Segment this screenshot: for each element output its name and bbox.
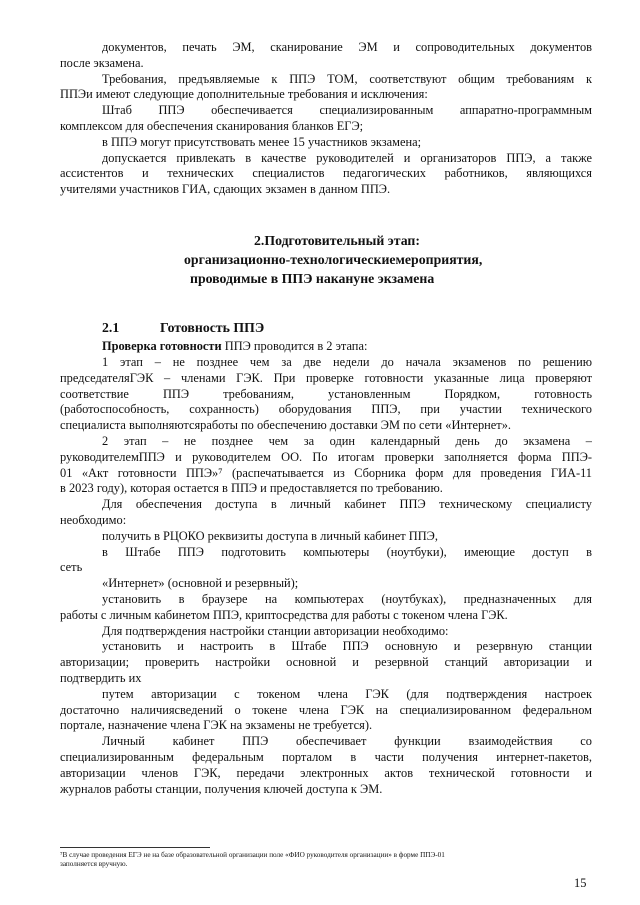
text-line: достаточно наличиясведений о токене члена ГЭК на специализированном федеральном — [60, 702, 592, 717]
text-line: учителями участников ГИА, сдающих экзамен в данном ППЭ. — [60, 182, 391, 197]
text-line: установить в браузере на компьютерах (ноутбуках), предназначенных для — [102, 591, 592, 606]
text-line: документов, печать ЭМ, сканирование ЭМ и сопроводительных документов — [102, 40, 592, 54]
text-line: Для подтверждения настройки станции авторизации необходимо: — [102, 623, 449, 638]
text-line: 2 этап – не позднее чем за один календарный день до экзамена – — [102, 433, 592, 448]
section-2-1-number: 2.1 — [102, 320, 120, 335]
page-number: 15 — [574, 876, 587, 890]
footnote-line: заполняется вручную. — [60, 860, 128, 868]
text-line: сеть — [60, 560, 83, 575]
text-line: подтвердить их — [60, 670, 142, 685]
text-line: Для обеспечения доступа в личный кабинет ППЭ техническому специалисту — [102, 497, 592, 512]
section-2-heading-line3: проводимые в ППЭ накануне экзамена — [190, 271, 435, 286]
text-line: работы с личным кабинетом ППЭ, криптосредства для работы с токеном члена ГЭК. — [60, 607, 508, 622]
section-2-heading-line1: 2.Подготовительный этап: — [254, 233, 420, 248]
check-lead-paragraph — [60, 339, 592, 355]
text-line: соответствие ППЭ требованиям, установленным Порядком, готовность — [60, 386, 592, 401]
text-line: авторизации членов ГЭК, передачи электронных актов технической готовности и — [60, 765, 592, 780]
text-line: 1 этап – не позднее чем за две недели до начала экзаменов по решению — [102, 355, 592, 369]
footnote — [60, 851, 620, 869]
text-line: путем авторизации с токеном члена ГЭК (для подтверждения настроек — [102, 686, 592, 701]
text-line: председателяГЭК – членами ГЭК. При проверке готовности указанные лица проверяют — [60, 370, 592, 385]
footnote-separator — [60, 847, 210, 848]
text-line: после экзамена. — [60, 55, 144, 70]
section-2-1-title: Готовность ППЭ — [160, 320, 265, 335]
text-line: Требования, предъявляемые к ППЭ ТОМ, соответствуют общим требованиям к — [102, 71, 592, 86]
text-line: авторизации; проверить настройки основной и резервной станций авторизации и — [60, 655, 592, 670]
text-line: комплексом для обеспечения сканирования бланков ЕГЭ; — [60, 118, 364, 133]
text-line: в Штабе ППЭ подготовить компьютеры (ноутбуки), имеющие доступ в — [102, 544, 592, 559]
footnote-line: ⁷В случае проведения ЕГЭ не на базе образовательной организации поле «ФИО руководителя организации» в форме ППЭ-01 — [60, 851, 445, 859]
text-line: ассистентов и технических специалистов педагогических работников, являющихся — [60, 166, 592, 181]
text-line: необходимо: — [60, 512, 127, 527]
check-lead-bold: Проверка готовности — [102, 339, 222, 353]
text-line: журналов работы станции, получения ключей доступа к ЭМ. — [60, 781, 383, 796]
check-lead-rest: ППЭ проводится в 2 этапа: — [221, 339, 368, 353]
text-line: ППЭи имеют следующие дополнительные требования и исключения: — [60, 87, 428, 102]
text-line: 01 «Акт готовности ППЭ»⁷ (распечатывается из Сборника форм для проведения ГИА-11 — [60, 465, 592, 480]
readiness-paragraphs — [60, 355, 592, 797]
text-line: (работоспособность, сохранность) оборудования ППЭ, при участии технического — [60, 402, 592, 417]
text-line: в 2023 году), которая остается в ППЭ и предоставляется по требованию. — [60, 481, 443, 496]
text-line: Штаб ППЭ обеспечивается специализированным аппаратно-программным — [102, 103, 592, 118]
text-line: «Интернет» (основной и резервный); — [102, 576, 299, 591]
text-line: получить в РЦОКО реквизиты доступа в личный кабинет ППЭ, — [102, 528, 438, 543]
text-line: портале, назначение члена ГЭК на экзамены не требуется). — [60, 718, 373, 733]
text-line: специализированным федеральным порталом в части получения интернет-пакетов, — [60, 749, 592, 764]
text-line: Личный кабинет ППЭ обеспечивает функции взаимодействия со — [102, 734, 592, 749]
text-line: специалиста выполняютсяработы по обеспечению доставки ЭМ по сети «Интернет». — [60, 418, 511, 433]
intro-paragraphs — [60, 40, 592, 198]
text-line: руководителемППЭ и руководителем ОО. По итогам проверки заполняется форма ППЭ- — [60, 449, 592, 464]
text-line: в ППЭ могут присутствовать менее 15 участников экзамена; — [102, 134, 422, 149]
text-line: допускается привлекать в качестве руководителей и организаторов ППЭ, а также — [102, 150, 592, 165]
section-2-heading-line2: организационно-технологическиемероприятия, — [184, 252, 483, 267]
text-line: установить и настроить в Штабе ППЭ основную и резервную станции — [102, 639, 592, 654]
